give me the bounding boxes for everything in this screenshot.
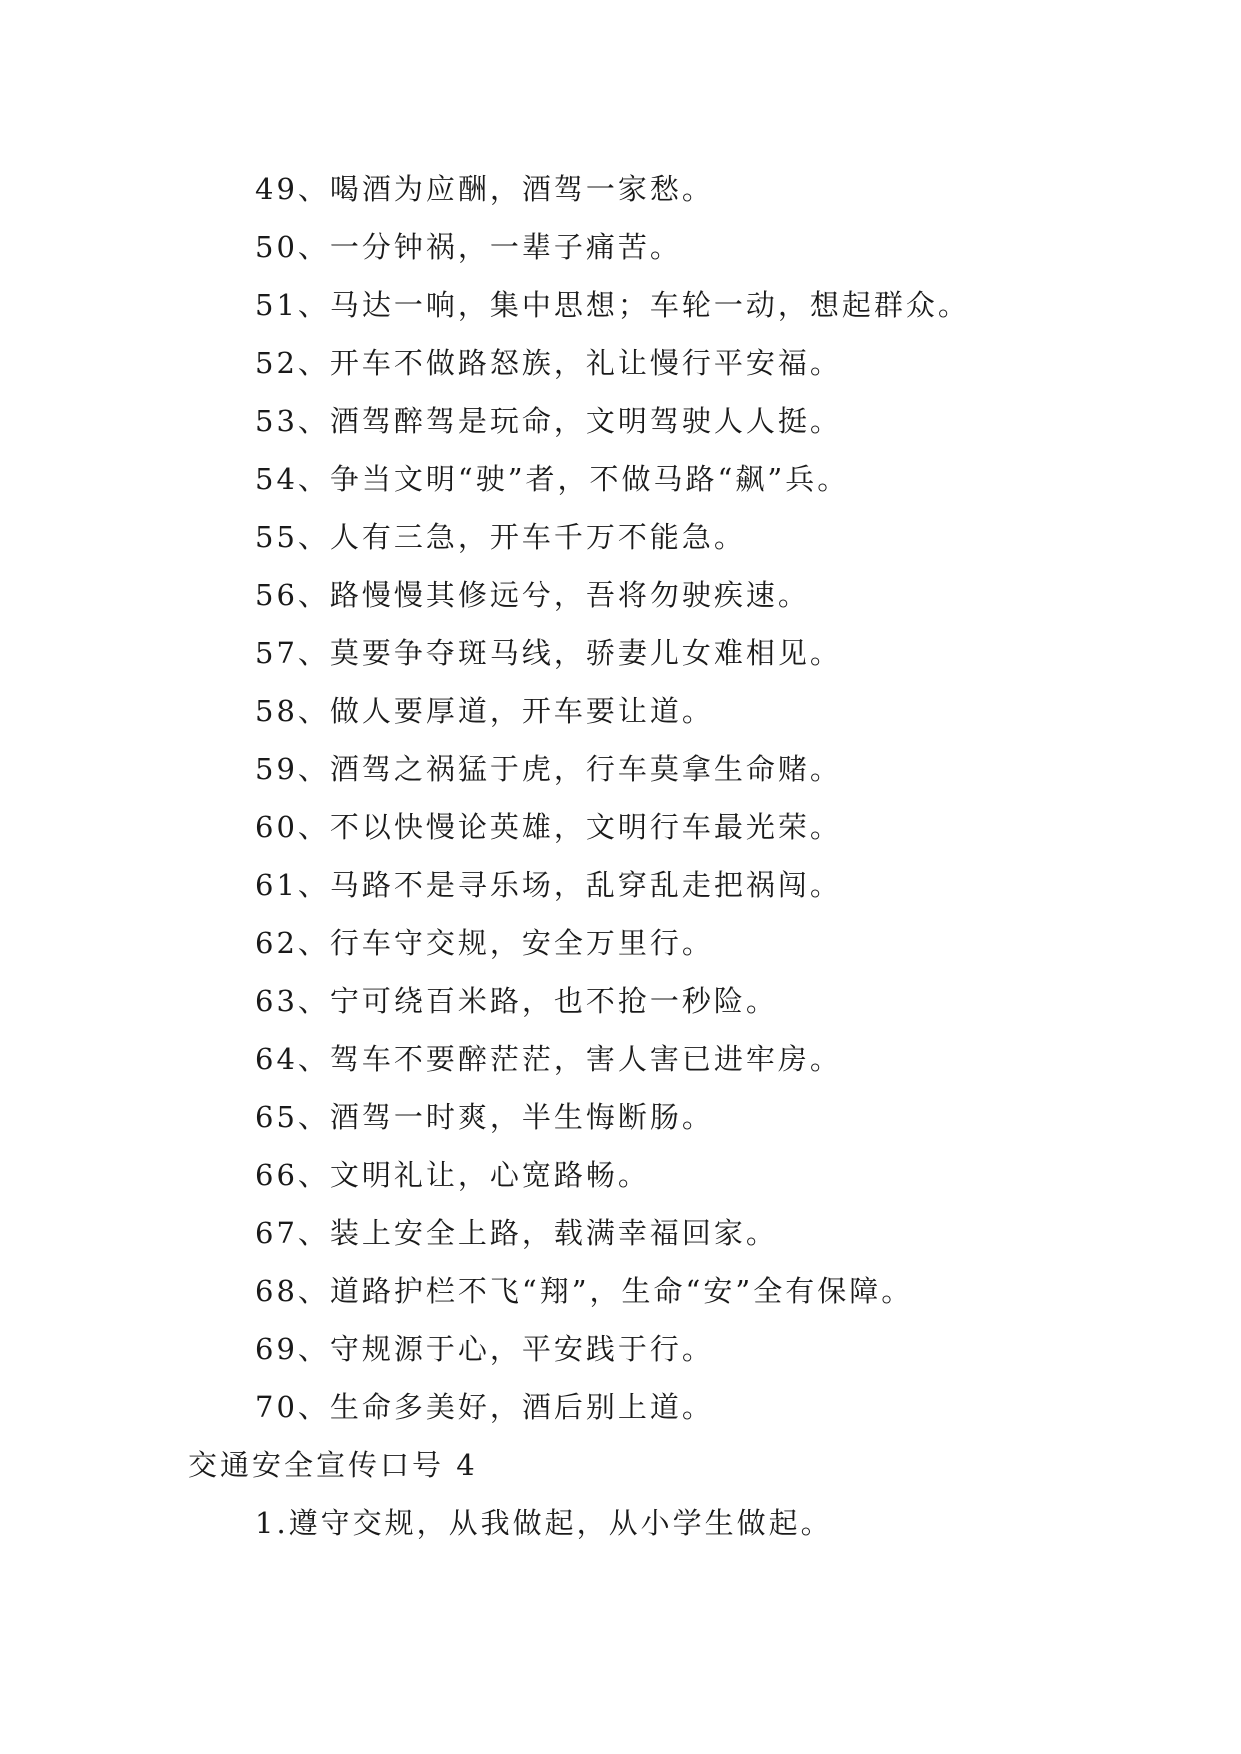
- slogan-line: 58、做人要厚道，开车要让道。: [255, 694, 714, 728]
- slogan-line: 1.遵守交规，从我做起，从小学生做起。: [255, 1506, 833, 1540]
- slogan-list: [0, 160, 1241, 1552]
- slogan-line: 55、人有三急，开车千万不能急。: [255, 520, 746, 554]
- slogan-line: 54、争当文明“驶”者，不做马路“飙”兵。: [255, 462, 850, 496]
- slogan-line: 49、喝酒为应酬，酒驾一家愁。: [255, 172, 714, 206]
- slogan-line: 57、莫要争夺斑马线，骄妻儿女难相见。: [255, 636, 842, 670]
- slogan-line: 51、马达一响，集中思想；车轮一动，想起群众。: [255, 288, 970, 322]
- slogan-line: 61、马路不是寻乐场，乱穿乱走把祸闯。: [255, 868, 842, 902]
- slogan-line: 70、生命多美好，酒后别上道。: [255, 1390, 714, 1424]
- slogan-line: 66、文明礼让，心宽路畅。: [255, 1158, 650, 1192]
- slogan-line: 50、一分钟祸，一辈子痛苦。: [255, 230, 682, 264]
- slogan-line: 69、守规源于心，平安践于行。: [255, 1332, 714, 1366]
- slogan-line: 67、装上安全上路，载满幸福回家。: [255, 1216, 778, 1250]
- slogan-line: 52、开车不做路怒族，礼让慢行平安福。: [255, 346, 842, 380]
- slogan-line: 60、不以快慢论英雄，文明行车最光荣。: [255, 810, 842, 844]
- slogan-line: 59、酒驾之祸猛于虎，行车莫拿生命赌。: [255, 752, 842, 786]
- slogan-line: 62、行车守交规，安全万里行。: [255, 926, 714, 960]
- slogan-line: 53、酒驾醉驾是玩命，文明驾驶人人挺。: [255, 404, 842, 438]
- slogan-line: 63、宁可绕百米路，也不抢一秒险。: [255, 984, 778, 1018]
- slogan-line: 56、路慢慢其修远兮，吾将勿驶疾速。: [255, 578, 810, 612]
- slogan-line: 65、酒驾一时爽，半生悔断肠。: [255, 1100, 714, 1134]
- section-heading: 交通安全宣传口号 4: [188, 1448, 478, 1482]
- slogan-line: 64、驾车不要醉茫茫，害人害已进牢房。: [255, 1042, 842, 1076]
- slogan-line: 68、道路护栏不飞“翔”，生命“安”全有保障。: [255, 1274, 914, 1308]
